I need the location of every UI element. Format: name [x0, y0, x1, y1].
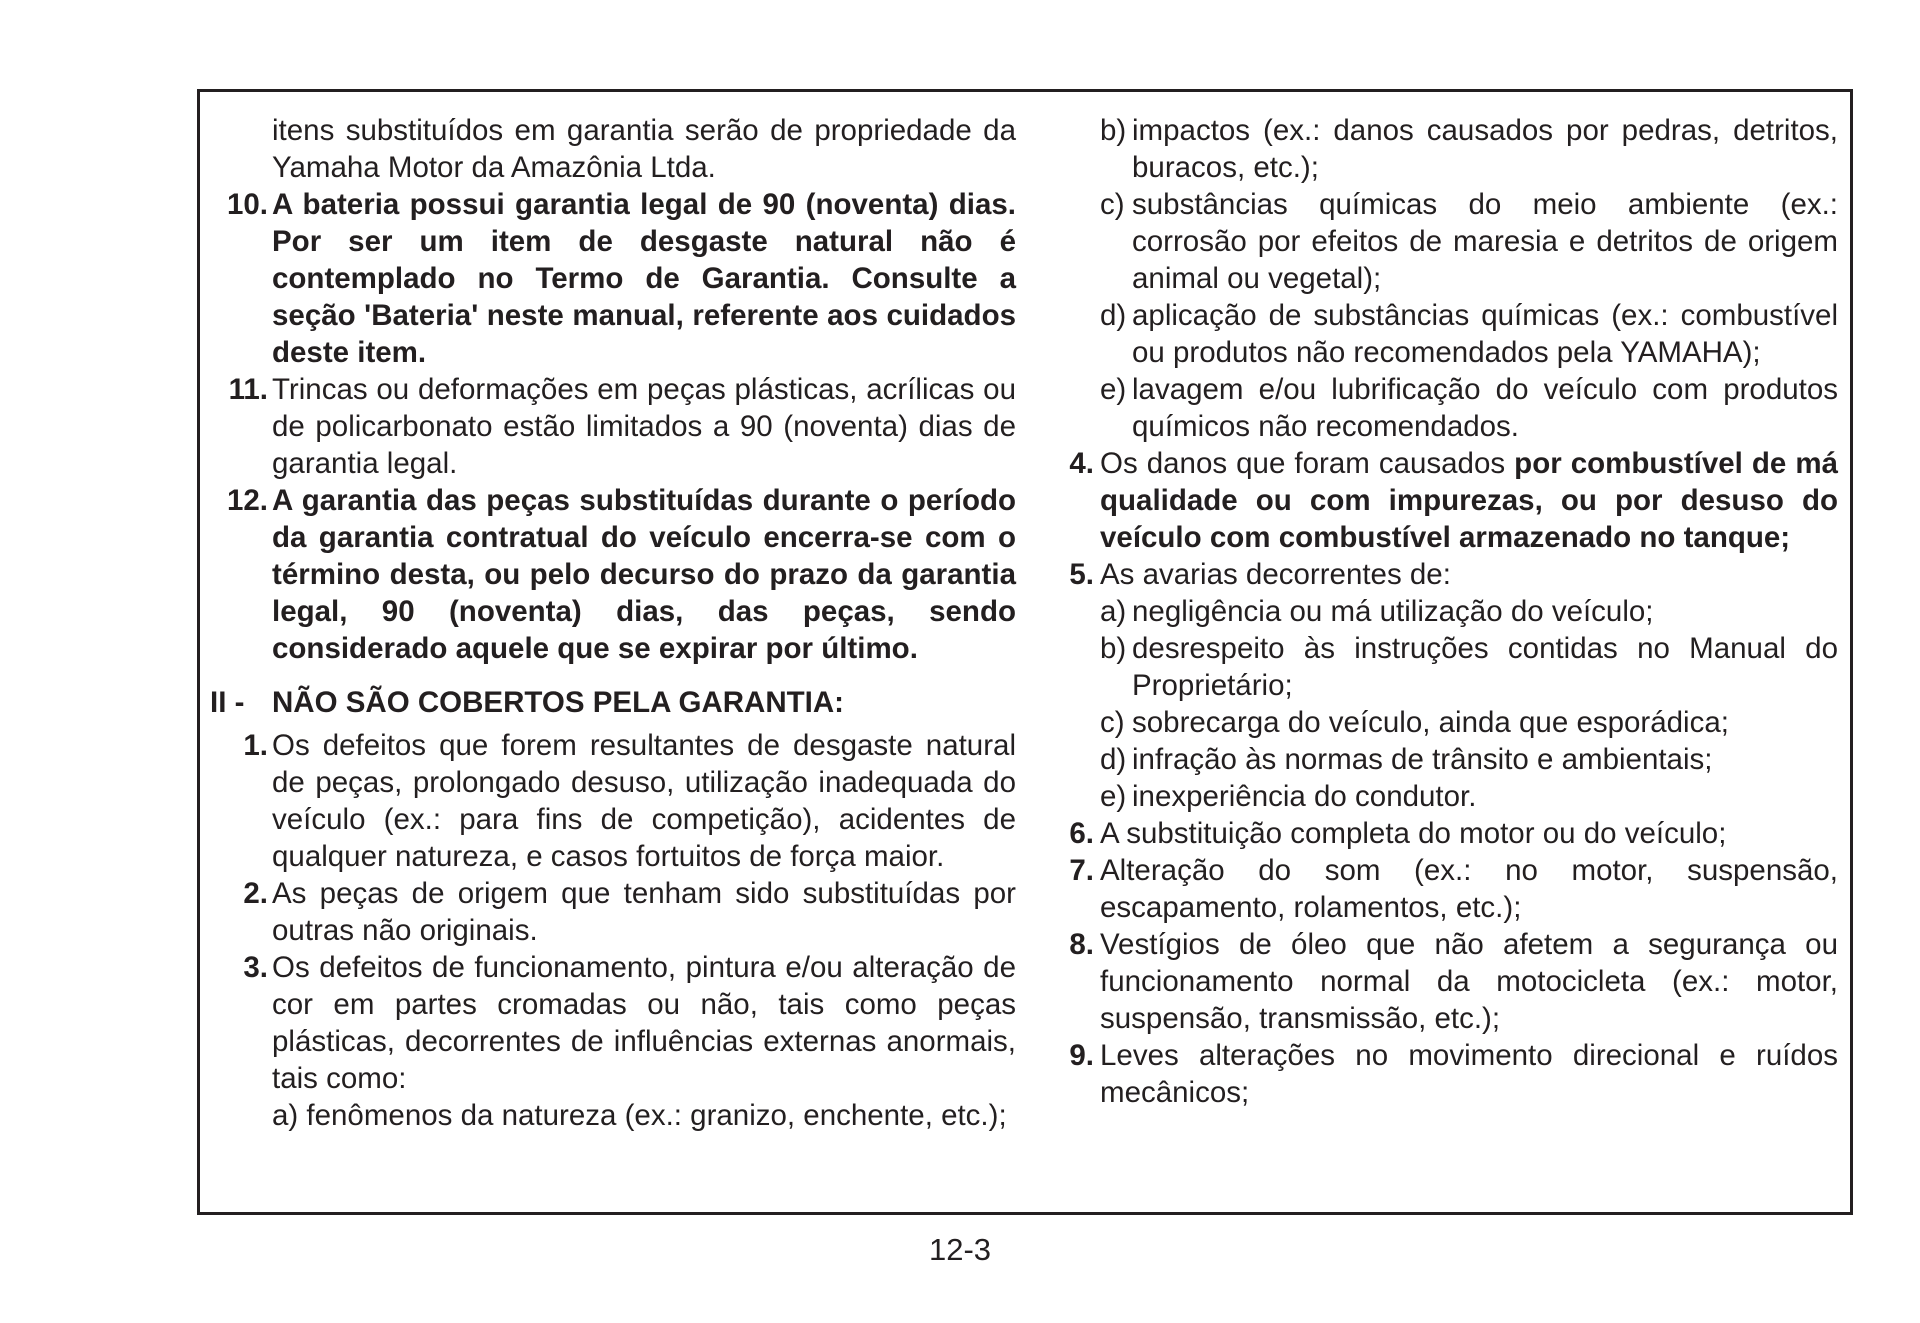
sub-label: b) — [1100, 632, 1127, 665]
list-item-3 — [210, 949, 1016, 1097]
sub-text: aplicação de substâncias químicas (ex.: combustível ou produtos não recomendados pela YAMAHA); — [1132, 299, 1838, 369]
item-number: 6. — [1069, 817, 1094, 850]
item-text: A bateria possui garantia legal de 90 (noventa) dias. Por ser um item de desgaste natural não é contemplado no Termo de Garantia. Consulte a seção 'Bateria' neste manual, referente aos cuidados deste item. — [272, 188, 1016, 369]
item-number: 7. — [1069, 854, 1094, 887]
left-column — [210, 112, 1016, 1134]
item-text: As avarias decorrentes de: — [1100, 558, 1451, 591]
sub-item-c — [1060, 186, 1838, 297]
item-text: Alteração do som (ex.: no motor, suspensão, escapamento, rolamentos, etc.); — [1100, 854, 1838, 924]
item-number: 5. — [1069, 558, 1094, 591]
sub-label: e) — [1100, 373, 1127, 406]
item-text: A garantia das peças substituídas durante o período da garantia contratual do veículo encerra-se com o término desta, ou pelo decurso do prazo da garantia legal, 90 (noventa) dias, das peças, sendo considerado aquele que se expirar por último. — [272, 484, 1016, 665]
sub-item-5c — [1060, 704, 1838, 741]
item-number: 9. — [1069, 1039, 1094, 1072]
list-item-2 — [210, 875, 1016, 949]
sub-label: d) — [1100, 299, 1127, 332]
sub-label: e) — [1100, 780, 1127, 813]
list-item-9 — [1060, 1037, 1838, 1111]
list-item-11 — [210, 371, 1016, 482]
list-item-8 — [1060, 926, 1838, 1037]
sub-text: substâncias químicas do meio ambiente (ex.: corrosão por efeitos de maresia e detritos de origem animal ou vegetal); — [1132, 188, 1838, 295]
sub-text: inexperiência do condutor. — [1132, 780, 1477, 813]
sub-item-b — [1060, 112, 1838, 186]
sub-item-e — [1060, 371, 1838, 445]
sub-text: infração às normas de trânsito e ambientais; — [1132, 743, 1713, 776]
sub-text: negligência ou má utilização do veículo; — [1132, 595, 1654, 628]
list-item-4 — [1060, 445, 1838, 556]
sub-item-a: a) fenômenos da natureza (ex.: granizo, enchente, etc.); — [272, 1099, 1007, 1132]
item-number: 4. — [1069, 447, 1094, 480]
sub-text: desrespeito às instruções contidas no Manual do Proprietário; — [1132, 632, 1838, 702]
item-text-bold: por combustível de má qualidade ou com impurezas, ou por desuso do veículo com combustível armazenado no tanque; — [1100, 447, 1838, 554]
item-text: Trincas ou deformações em peças plásticas, acrílicas ou de policarbonato estão limitados a 90 (noventa) dias de garantia legal. — [272, 373, 1016, 480]
right-column — [1060, 112, 1838, 1111]
item-text: Os defeitos de funcionamento, pintura e/ou alteração de cor em partes cromadas ou não, tais como peças plásticas, decorrentes de influências externas anormais, tais como: — [272, 951, 1016, 1095]
sub-label: b) — [1100, 114, 1127, 147]
list-item-6 — [1060, 815, 1838, 852]
sub-label: c) — [1100, 706, 1125, 739]
page-number: 12-3 — [928, 1232, 992, 1267]
section-number: II - — [210, 686, 245, 719]
section-title: NÃO SÃO COBERTOS PELA GARANTIA: — [272, 686, 844, 719]
content-frame — [197, 89, 1853, 1215]
item-number: 3. — [243, 951, 268, 984]
item-number: 8. — [1069, 928, 1094, 961]
sub-item-d — [1060, 297, 1838, 371]
sub-item-5b — [1060, 630, 1838, 704]
sub-item-5e — [1060, 778, 1838, 815]
item-number: 11. — [228, 373, 268, 406]
item-text: Os defeitos que forem resultantes de desgaste natural de peças, prolongado desuso, utilização inadequada do veículo (ex.: para fins de competição), acidentes de qualquer natureza, e casos fortuitos de força maior. — [272, 729, 1016, 873]
sub-item-5d — [1060, 741, 1838, 778]
list-item-12 — [210, 482, 1016, 667]
list-item-7 — [1060, 852, 1838, 926]
item-text: Leves alterações no movimento direcional e ruídos mecânicos; — [1100, 1039, 1838, 1109]
list-item-5 — [1060, 556, 1838, 593]
sub-text: lavagem e/ou lubrificação do veículo com produtos químicos não recomendados. — [1132, 373, 1838, 443]
intro-paragraph: itens substituídos em garantia serão de propriedade da Yamaha Motor da Amazônia Ltda. — [272, 114, 1016, 184]
section-heading — [210, 684, 1016, 721]
sub-text: impactos (ex.: danos causados por pedras, detritos, buracos, etc.); — [1132, 114, 1838, 184]
item-number: 12. — [226, 484, 268, 517]
item-number: 2. — [243, 877, 268, 910]
list-item-1 — [210, 727, 1016, 875]
sub-label: c) — [1100, 188, 1125, 221]
item-number: 1. — [243, 729, 268, 762]
list-item-10 — [210, 186, 1016, 371]
sub-item-5a — [1060, 593, 1838, 630]
item-text: A substituição completa do motor ou do veículo; — [1100, 817, 1727, 850]
item-text: Vestígios de óleo que não afetem a segurança ou funcionamento normal da motocicleta (ex.: motor, suspensão, transmissão, etc.); — [1100, 928, 1838, 1035]
sub-text: sobrecarga do veículo, ainda que esporádica; — [1132, 706, 1729, 739]
sub-label: d) — [1100, 743, 1127, 776]
sub-label: a) — [1100, 595, 1127, 628]
item-text-regular: Os danos que foram causados — [1100, 447, 1515, 480]
item-number: 10. — [226, 188, 268, 221]
item-text: As peças de origem que tenham sido substituídas por outras não originais. — [272, 877, 1016, 947]
